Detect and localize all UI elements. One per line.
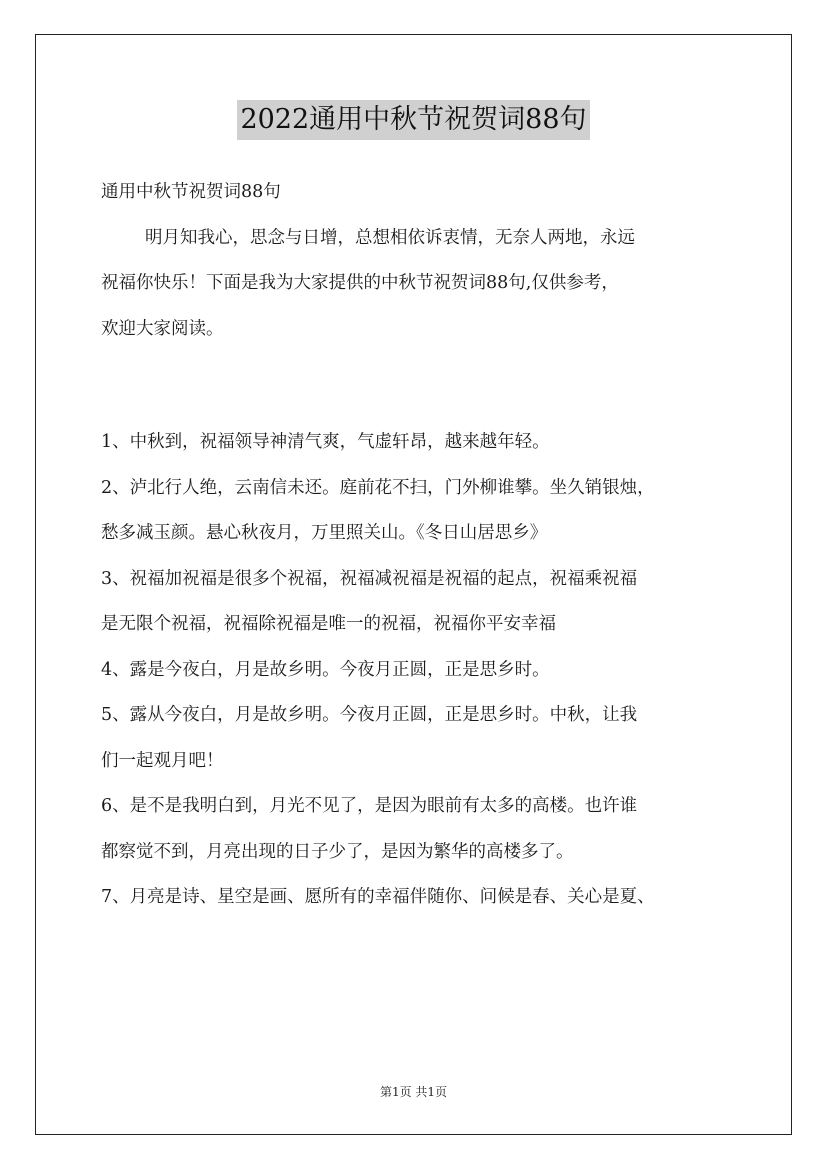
page-footer: 第1页 共1页 [379, 1085, 448, 1099]
document-body [101, 170, 729, 921]
intro-line-1: 明月知我心，思念与日增，总想相依诉衷情，无奈人两地，永远 [145, 227, 635, 248]
item-line-10: 都察觉不到，月亮出现的日子少了，是因为繁华的高楼多了。 [101, 841, 574, 862]
item-line-9: 6、是不是我明白到，月光不见了，是因为眼前有太多的高楼。也许谁 [101, 796, 638, 816]
item-line-1: 1、中秋到，祝福领导神清气爽，气虚轩昂，越来越年轻。 [101, 432, 550, 452]
item-line-4: 3、祝福加祝福是很多个祝福，祝福减祝福是祝福的起点，祝福乘祝福 [101, 568, 638, 589]
item-line-3: 愁多减玉颜。悬心秋夜月，万里照关山。《冬日山居思乡》 [101, 523, 548, 543]
item-line-11: 7、月亮是诗、星空是画、愿所有的幸福伴随你、问候是春、关心是夏、 [101, 887, 655, 907]
item-line-7: 5、露从今夜白，月是故乡明。今夜月正圆，正是思乡时。中秋，让我 [101, 705, 638, 725]
item-line-2: 2、泸北行人绝，云南信未还。庭前花不扫，门外柳谁攀。坐久销银烛， [101, 477, 655, 498]
item-line-6: 4、露是今夜白，月是故乡明。今夜月正圆，正是思乡时。 [101, 659, 550, 680]
intro-line-2: 祝福你快乐！下面是我为大家提供的中秋节祝贺词88句,仅供参考， [101, 273, 619, 293]
document-title: 2022通用中秋节祝贺词88句 [237, 100, 589, 140]
intro-line-3: 欢迎大家阅读。 [101, 318, 224, 339]
paragraph-spacer [101, 352, 729, 420]
title-container [0, 100, 827, 140]
item-line-5: 是无限个祝福，祝福除祝福是唯一的祝福，祝福你平安幸福 [101, 614, 556, 634]
subtitle: 通用中秋节祝贺词88句 [101, 182, 281, 202]
item-line-8: 们一起观月吧！ [101, 750, 224, 771]
